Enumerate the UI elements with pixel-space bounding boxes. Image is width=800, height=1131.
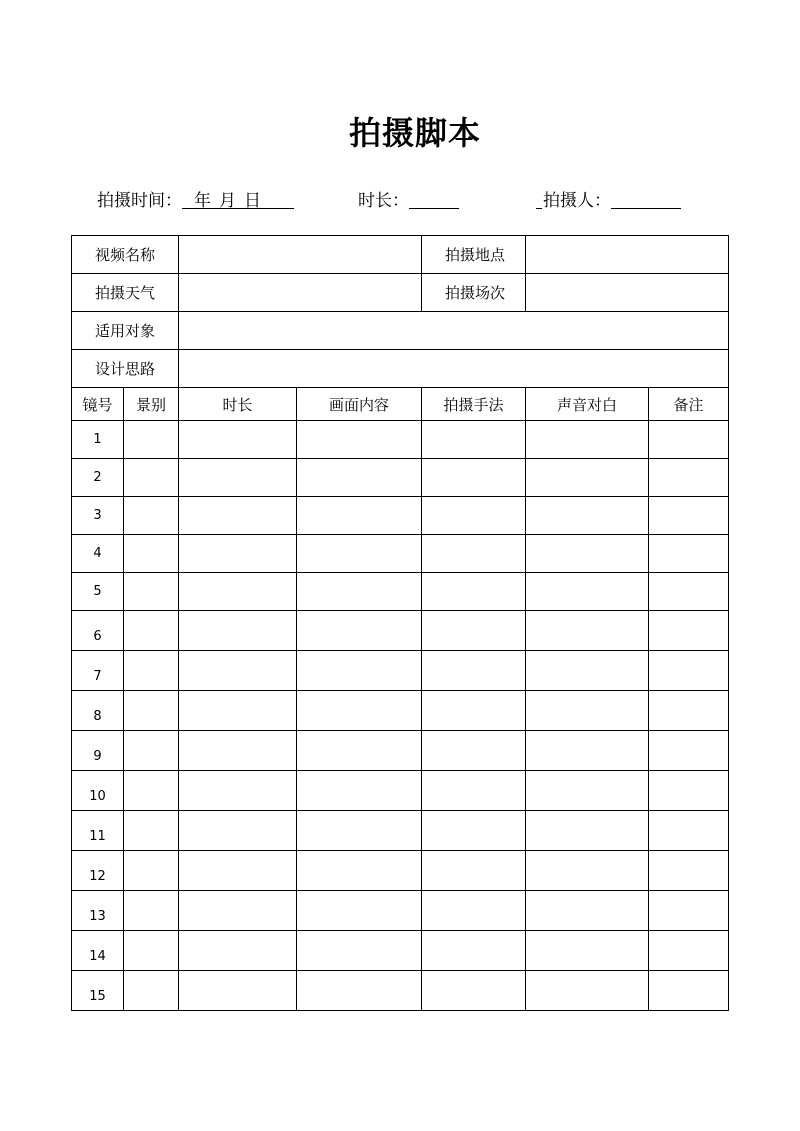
shot-cell[interactable] [649,459,729,497]
shot-cell[interactable] [179,851,297,891]
shot-number: 2 [72,459,124,497]
shot-cell[interactable] [124,931,179,971]
shot-cell[interactable] [179,497,297,535]
shot-cell[interactable] [422,651,526,691]
shot-cell[interactable] [124,971,179,1011]
info-row-audience [72,312,729,350]
shot-cell[interactable] [124,651,179,691]
table-row [72,497,729,535]
col-shot-number: 镜号 [72,388,124,421]
shot-cell[interactable] [297,611,422,651]
shot-cell[interactable] [297,971,422,1011]
shot-number: 13 [72,891,124,931]
shot-cell[interactable] [422,459,526,497]
month-label: 月 [219,191,236,211]
shot-cell[interactable] [649,651,729,691]
shot-number: 8 [72,691,124,731]
shot-cell[interactable] [124,891,179,931]
info-row-video [72,236,729,274]
col-audio-dialogue: 声音对白 [526,388,649,421]
shot-cell[interactable] [422,971,526,1011]
year-label: 年 [194,191,211,211]
shot-cell[interactable] [124,421,179,459]
table-row [72,811,729,851]
shot-cell[interactable] [649,535,729,573]
shot-cell[interactable] [526,421,649,459]
shot-cell[interactable] [297,811,422,851]
table-row [72,731,729,771]
col-shot-size: 景别 [124,388,179,421]
shot-cell[interactable] [124,691,179,731]
shot-cell[interactable] [649,731,729,771]
shot-cell[interactable] [422,771,526,811]
col-technique: 拍摄手法 [422,388,526,421]
shoot-time-label: 拍摄时间： [97,191,182,211]
shot-cell[interactable] [422,811,526,851]
shot-cell[interactable] [124,851,179,891]
shot-cell[interactable] [649,931,729,971]
shot-cell[interactable] [649,771,729,811]
shot-cell[interactable] [422,497,526,535]
shot-cell[interactable] [526,459,649,497]
shot-number: 9 [72,731,124,771]
shot-cell[interactable] [179,535,297,573]
page-title: 拍摄脚本 [348,114,481,152]
duration-label: 时长： [358,191,409,211]
shot-cell[interactable] [526,535,649,573]
shot-number: 12 [72,851,124,891]
shot-cell[interactable] [649,497,729,535]
shot-cell[interactable] [526,891,649,931]
shot-cell[interactable] [526,731,649,771]
script-table [71,235,729,1011]
shot-cell[interactable] [179,651,297,691]
shot-cell[interactable] [649,811,729,851]
shot-cell[interactable] [526,851,649,891]
shot-cell[interactable] [297,573,422,611]
shot-cell[interactable] [526,811,649,851]
shot-cell[interactable] [526,691,649,731]
shot-cell[interactable] [649,691,729,731]
session-label: 拍摄场次 [422,274,526,312]
audience-label: 适用对象 [72,312,179,350]
table-row [72,611,729,651]
concept-label: 设计思路 [72,350,179,388]
shot-cell[interactable] [649,891,729,931]
table-row [72,851,729,891]
shot-cell[interactable] [297,851,422,891]
video-name-label: 视频名称 [72,236,179,274]
video-name-cell[interactable] [179,236,422,274]
shot-cell[interactable] [297,931,422,971]
shot-cell[interactable] [422,931,526,971]
shot-cell[interactable] [297,535,422,573]
table-row [72,771,729,811]
shot-cell[interactable] [422,535,526,573]
shot-cell[interactable] [124,611,179,651]
shot-cell[interactable] [297,459,422,497]
col-notes: 备注 [649,388,729,421]
shot-cell[interactable] [297,691,422,731]
shot-cell[interactable] [124,771,179,811]
table-row [72,891,729,931]
shot-number: 5 [72,573,124,611]
shoot-date-blank[interactable] [182,188,294,209]
shooter-label: 拍摄人： [543,191,611,211]
shot-number: 3 [72,497,124,535]
shot-cell[interactable] [124,731,179,771]
concept-cell[interactable] [179,350,729,388]
shot-cell[interactable] [124,535,179,573]
table-row [72,421,729,459]
shot-cell[interactable] [649,573,729,611]
shot-cell[interactable] [526,651,649,691]
shot-cell[interactable] [649,851,729,891]
table-row [72,535,729,573]
session-cell[interactable] [526,274,729,312]
table-row [72,931,729,971]
shot-number: 15 [72,971,124,1011]
table-row [72,459,729,497]
col-frame-content: 画面内容 [297,388,422,421]
shot-number: 7 [72,651,124,691]
weather-cell[interactable] [179,274,422,312]
shot-number: 4 [72,535,124,573]
audience-cell[interactable] [179,312,729,350]
shot-cell[interactable] [297,497,422,535]
shot-cell[interactable] [649,421,729,459]
table-row [72,651,729,691]
shot-cell[interactable] [179,771,297,811]
shot-cell[interactable] [422,851,526,891]
shot-number: 14 [72,931,124,971]
shooter-blank[interactable] [611,188,681,209]
shot-cell[interactable] [297,771,422,811]
shot-cell[interactable] [649,971,729,1011]
shot-cell[interactable] [526,771,649,811]
shot-cell[interactable] [179,573,297,611]
shot-cell[interactable] [422,573,526,611]
shot-cell[interactable] [526,971,649,1011]
shot-cell[interactable] [179,811,297,851]
table-row [72,971,729,1011]
shot-cell[interactable] [179,611,297,651]
shot-cell[interactable] [526,573,649,611]
shot-cell[interactable] [526,611,649,651]
shot-cell[interactable] [297,891,422,931]
col-duration: 时长 [179,388,297,421]
shot-cell[interactable] [179,731,297,771]
shot-number: 10 [72,771,124,811]
shot-cell[interactable] [526,931,649,971]
shot-cell[interactable] [422,691,526,731]
shot-cell[interactable] [297,731,422,771]
shot-cell[interactable] [649,611,729,651]
location-cell[interactable] [526,236,729,274]
shot-cell[interactable] [297,421,422,459]
info-row-concept [72,350,729,388]
shooter-field [536,188,681,214]
shot-cell[interactable] [124,573,179,611]
shot-cell[interactable] [179,459,297,497]
shot-cell[interactable] [124,459,179,497]
shot-number: 1 [72,421,124,459]
shot-rows [72,421,729,1011]
shot-number: 6 [72,611,124,651]
weather-label: 拍摄天气 [72,274,179,312]
shot-cell[interactable] [422,891,526,931]
column-header-row [72,388,729,421]
shot-cell[interactable] [124,811,179,851]
location-label: 拍摄地点 [422,236,526,274]
shoot-time-field [97,188,294,214]
shot-number: 11 [72,811,124,851]
duration-blank[interactable] [409,188,459,209]
shot-cell[interactable] [179,691,297,731]
table-row [72,573,729,611]
shot-cell[interactable] [179,421,297,459]
shot-cell[interactable] [124,497,179,535]
shot-cell[interactable] [422,731,526,771]
shot-cell[interactable] [179,931,297,971]
day-label: 日 [244,191,261,211]
info-row-weather [72,274,729,312]
shot-cell[interactable] [526,497,649,535]
duration-field [358,188,459,214]
table-row [72,691,729,731]
shot-cell[interactable] [179,891,297,931]
shot-cell[interactable] [422,421,526,459]
shot-cell[interactable] [179,971,297,1011]
shot-cell[interactable] [297,651,422,691]
underline-mark [536,188,542,209]
shot-cell[interactable] [422,611,526,651]
